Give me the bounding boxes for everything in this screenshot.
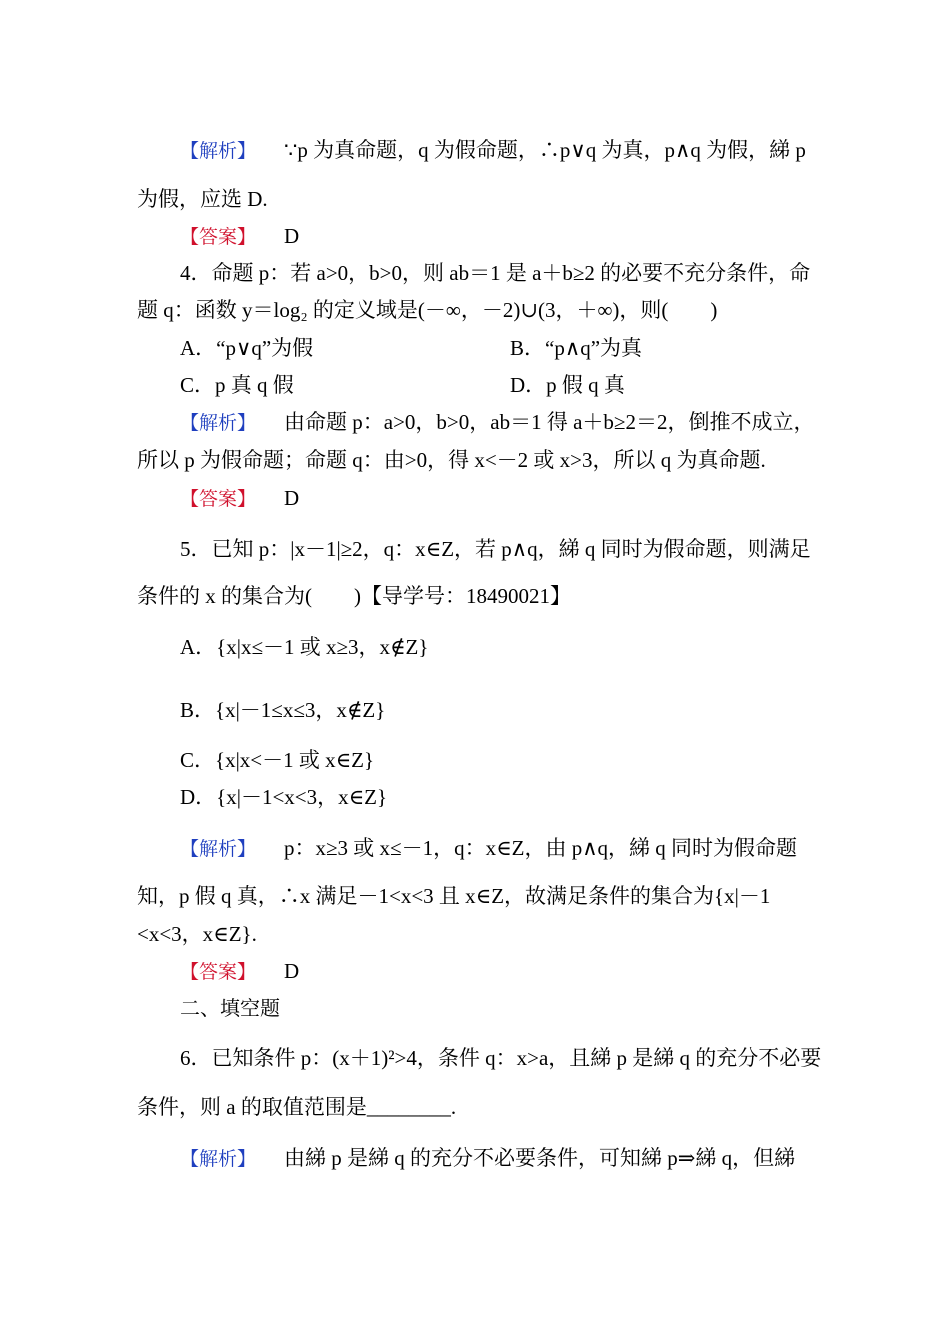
solution-text: 为假，应选 D. (137, 187, 268, 211)
analysis-tag: 【解析】 (180, 412, 257, 434)
solution-text: 所以 p 为假命题；命题 q：由>0，得 x<－2 或 x>3，所以 q 为真命题. (137, 448, 766, 472)
solution-text: 知，p 假 q 真，∴x 满足－1<x<3 且 x∈Z，故满足条件的集合为{x|－1 (137, 884, 771, 908)
solution-line (180, 834, 860, 863)
option-a: A．“p∨q”为假 (180, 336, 314, 360)
solution-text: 由命题 p：a>0，b>0，ab＝1 得 a＋b≥2＝2，倒推不成立， (284, 410, 815, 434)
answer-line (180, 957, 860, 986)
solution-line (180, 408, 860, 437)
option-d: D．{x|－1<x<3，x∈Z} (180, 785, 388, 809)
solution-line (180, 136, 860, 165)
answer-line (180, 222, 860, 251)
analysis-tag: 【解析】 (180, 838, 257, 860)
analysis-tag: 【解析】 (180, 1148, 257, 1170)
section-heading: 二、填空题 (180, 996, 280, 1020)
question-5-stem: 5．已知 p：|x－1|≥2，q：x∈Z，若 p∧q，綈 q 同时为假命题，则满足 (180, 537, 811, 561)
answer-value: D (284, 486, 300, 510)
answer-value: D (284, 224, 300, 248)
option-b: B．“p∧q”为真 (510, 336, 643, 360)
option-c: C．{x|x<－1 或 x∈Z} (180, 748, 375, 772)
solution-text: ∵p 为真命题，q 为假命题，∴p∨q 为真，p∧q 为假，綈 p (284, 138, 806, 162)
solution-line (180, 1144, 860, 1173)
solution-text: 由綈 p 是綈 q 的充分不必要条件，可知綈 p⇒綈 q，但綈 (284, 1146, 796, 1170)
option-c: C．p 真 q 假 (180, 373, 294, 397)
analysis-tag: 【解析】 (180, 140, 257, 162)
question-4-options-cd (180, 371, 860, 399)
option-b: B．{x|－1≤x≤3，x∉Z} (180, 698, 386, 722)
question-6-stem-cont: 条件，则 a 的取值范围是________. (137, 1095, 457, 1119)
solution-text: p：x≥3 或 x≤－1，q：x∈Z，由 p∧q，綈 q 同时为假命题 (284, 836, 798, 860)
question-4-stem-cont: 题 q：函数 y＝log₂ 的定义域是(－∞，－2)∪(3，＋∞)，则( ) (137, 298, 718, 322)
question-5-stem-cont: 条件的 x 的集合为( )【导学号：18490021】 (137, 584, 571, 608)
question-4-options-ab (180, 334, 860, 362)
option-d: D．p 假 q 真 (510, 373, 625, 397)
answer-tag: 【答案】 (180, 961, 257, 983)
answer-tag: 【答案】 (180, 226, 257, 248)
answer-tag: 【答案】 (180, 488, 257, 510)
option-a: A．{x|x≤－1 或 x≥3，x∉Z} (180, 635, 429, 659)
solution-text: <x<3，x∈Z}. (137, 922, 257, 946)
answer-line (180, 484, 860, 513)
answer-value: D (284, 959, 300, 983)
question-6-stem: 6．已知条件 p：(x＋1)²>4，条件 q：x>a，且綈 p 是綈 q 的充分不必要 (180, 1046, 822, 1070)
question-4-stem: 4．命题 p：若 a>0，b>0，则 ab＝1 是 a＋b≥2 的必要不充分条件，命 (180, 261, 811, 285)
